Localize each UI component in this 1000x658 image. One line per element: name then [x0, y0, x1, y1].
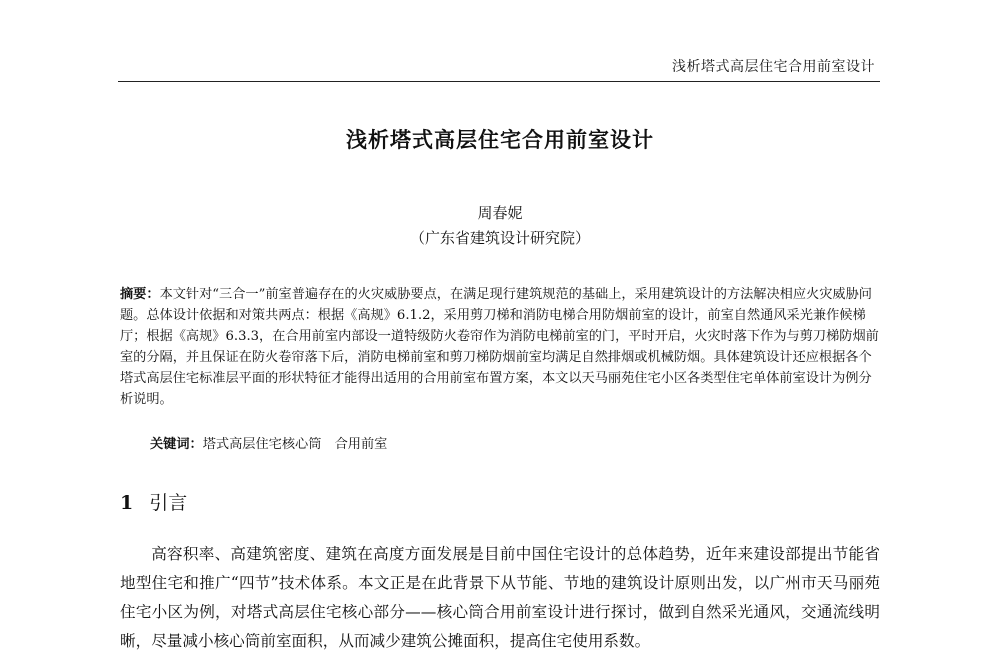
keywords	[150, 434, 880, 455]
section-heading	[120, 488, 187, 515]
header-rule	[118, 81, 880, 82]
keywords-text: 塔式高层住宅核心筒 合用前室	[202, 437, 388, 452]
abstract-text: 本文针对“三合一”前室普遍存在的火灾威胁要点，在满足现行建筑规范的基础上，采用建筑设计的方法解决相应火灾威胁问题。总体设计依据和对策共两点：根据《高规》6.1.2，采用剪刀梯和消防电梯合用防烟前室的设计，前室自然通风采光兼作候梯厅；根据《高规》6.3.3，在合用前室内部设一道特级防火卷帘作为消防电梯前室的门，平时开启，火灾时落下作为与剪刀梯防烟前室的分隔，并且保证在防火卷帘落下后，消防电梯前室和剪刀梯防烟前室均满足自然排烟或机械防烟。具体建筑设计还应根据各个塔式高层住宅标准层平面的形状特征才能得出适用的合用前室布置方案，本文以天马丽苑住宅小区各类型住宅单体前室设计为例分析说明。	[120, 287, 879, 407]
body-paragraph: 高容积率、高建筑密度、建筑在高度方面发展是目前中国住宅设计的总体趋势，近年来建设部提出节能省地型住宅和推广“四节”技术体系。本文正是在此背景下从节能、节地的建筑设计原则出发，以广州市天马丽苑住宅小区为例，对塔式高层住宅核心部分——核心筒合用前室设计进行探讨，做到自然采光通风，交通流线明晰，尽量减小核心筒前室面积，从而减少建筑公摊面积，提高住宅使用系数。	[120, 545, 880, 650]
abstract	[120, 284, 880, 410]
keywords-label: 关键词：	[150, 437, 203, 452]
author-name: 周春妮	[477, 204, 523, 222]
section-number: 1	[120, 492, 134, 514]
paper-title: 浅析塔式高层住宅合用前室设计	[346, 127, 654, 152]
abstract-label: 摘要：	[120, 287, 160, 302]
running-header: 浅析塔式高层住宅合用前室设计	[672, 59, 875, 75]
author-affiliation: （广东省建筑设计研究院）	[409, 229, 590, 247]
section-title: 引言	[149, 492, 188, 514]
